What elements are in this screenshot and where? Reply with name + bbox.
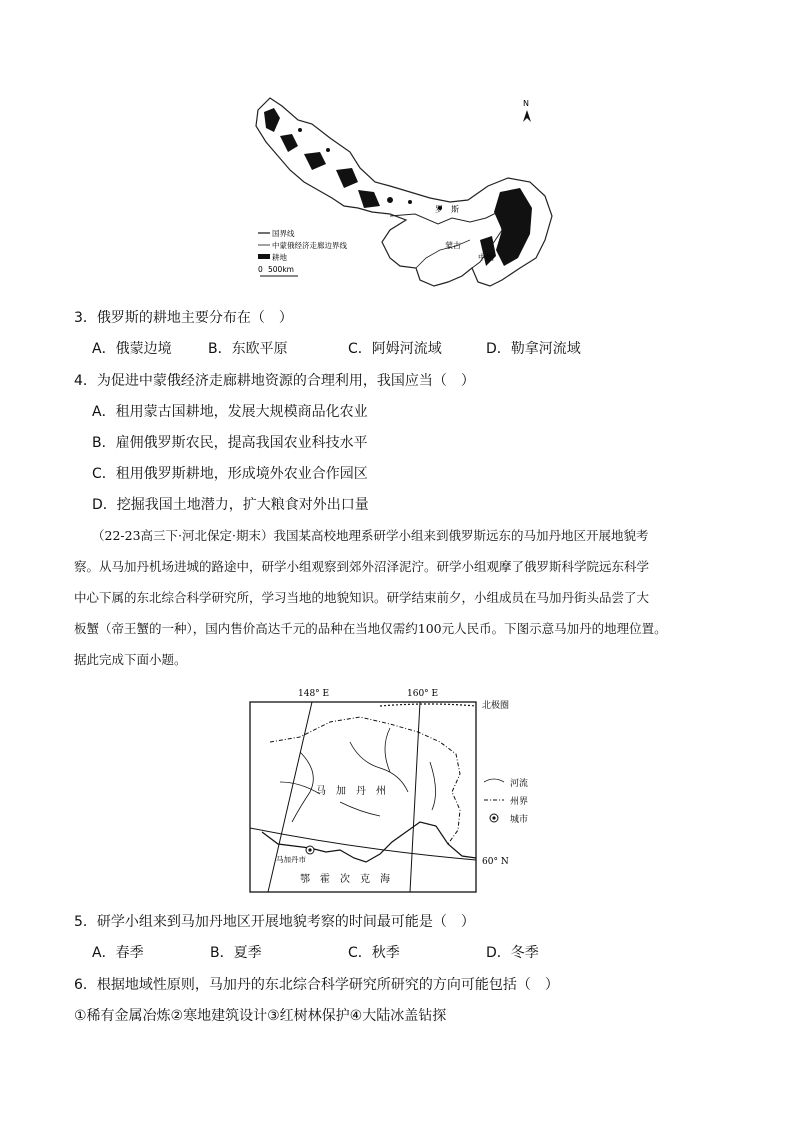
north-arrow-icon	[523, 99, 531, 122]
svg-text:河流: 河流	[510, 779, 529, 789]
magadan-map	[240, 682, 560, 897]
svg-text:中蒙俄经济走廊边界线: 中蒙俄经济走廊边界线	[272, 241, 347, 250]
passage-line-2: 察。从马加丹机场进城的路途中，研学小组观察到郊外沼泽泥泞。研学小组观摩了俄罗斯科学院远东科学	[74, 559, 650, 574]
passage-line-4: 板蟹（帝王蟹的一种），国内售价高达千元的品种在当地仅需约100元人民币。下图示意马加丹的地理位置。	[74, 621, 667, 636]
label-mongolia: 蒙古	[445, 241, 461, 250]
question-3-stem: 3．俄罗斯的耕地主要分布在（ ）	[74, 310, 293, 326]
corridor-map	[240, 90, 570, 290]
q3-option-d[interactable]: D．勒拿河流域	[486, 341, 581, 357]
arctic-circle-label: 北极圈	[482, 701, 510, 711]
q6-choices: ①稀有金属冶炼②寒地建筑设计③红树林保护④大陆冰盖钻探	[74, 1008, 447, 1024]
label-russia: 罗 斯	[435, 205, 459, 214]
lon-160: 160° E	[407, 689, 439, 699]
question-5-stem: 5．研学小组来到马加丹地区开展地貌考察的时间最可能是（ ）	[74, 914, 475, 930]
passage-line-1: （22-23高三下·河北保定·期末）我国某高校地理系研学小组来到俄罗斯远东的马加丹地区开展地貌考	[92, 528, 649, 543]
q4-option-d[interactable]: D．挖掘我国土地潜力，扩大粮食对外出口量	[92, 497, 369, 513]
lat-60: 60° N	[482, 857, 509, 867]
q5-option-d[interactable]: D．冬季	[486, 945, 539, 961]
q3-option-c[interactable]: C．阿姆河流域	[348, 341, 442, 357]
q3-option-a[interactable]: A．俄蒙边境	[92, 341, 172, 357]
svg-text:0: 0	[258, 265, 263, 274]
question-6-stem: 6．根据地域性原则，马加丹的东北综合科学研究所研究的方向可能包括（ ）	[74, 977, 559, 993]
svg-text:N: N	[523, 99, 529, 108]
q5-option-b[interactable]: B．夏季	[210, 945, 262, 961]
sea-label: 鄂 霍 次 克 海	[300, 874, 390, 885]
svg-text:州界: 州界	[510, 797, 529, 807]
q5-option-a[interactable]: A．春季	[92, 945, 144, 961]
q4-option-b[interactable]: B．雇佣俄罗斯农民，提高我国农业科技水平	[92, 435, 368, 451]
q3-option-b[interactable]: B．东欧平原	[208, 341, 288, 357]
passage-line-5: 据此完成下面小题。	[74, 652, 187, 667]
q4-option-c[interactable]: C．租用俄罗斯耕地，形成境外农业合作园区	[92, 466, 368, 482]
corridor-map-svg	[240, 90, 570, 290]
city-label: 马加丹市	[276, 855, 306, 864]
magadan-map-svg	[240, 682, 560, 897]
map2-legend	[484, 777, 528, 825]
q5-option-c[interactable]: C．秋季	[348, 945, 400, 961]
lon-148: 148° E	[298, 689, 330, 699]
svg-text:500km: 500km	[268, 265, 294, 274]
region-label: 马 加 丹 州	[316, 786, 386, 797]
svg-text:国界线: 国界线	[272, 229, 295, 238]
label-china: 中国	[478, 253, 494, 262]
svg-text:耕地: 耕地	[272, 253, 287, 262]
question-4-stem: 4．为促进中蒙俄经济走廊耕地资源的合理利用，我国应当（ ）	[74, 373, 475, 389]
q4-option-a[interactable]: A．租用蒙古国耕地，发展大规模商品化农业	[92, 404, 368, 420]
passage-line-3: 中心下属的东北综合科学研究所，学习当地的地貌知识。研学结束前夕，小组成员在马加丹街头品尝了大	[74, 590, 650, 605]
map1-legend	[258, 228, 347, 276]
svg-text:城市: 城市	[510, 815, 529, 825]
